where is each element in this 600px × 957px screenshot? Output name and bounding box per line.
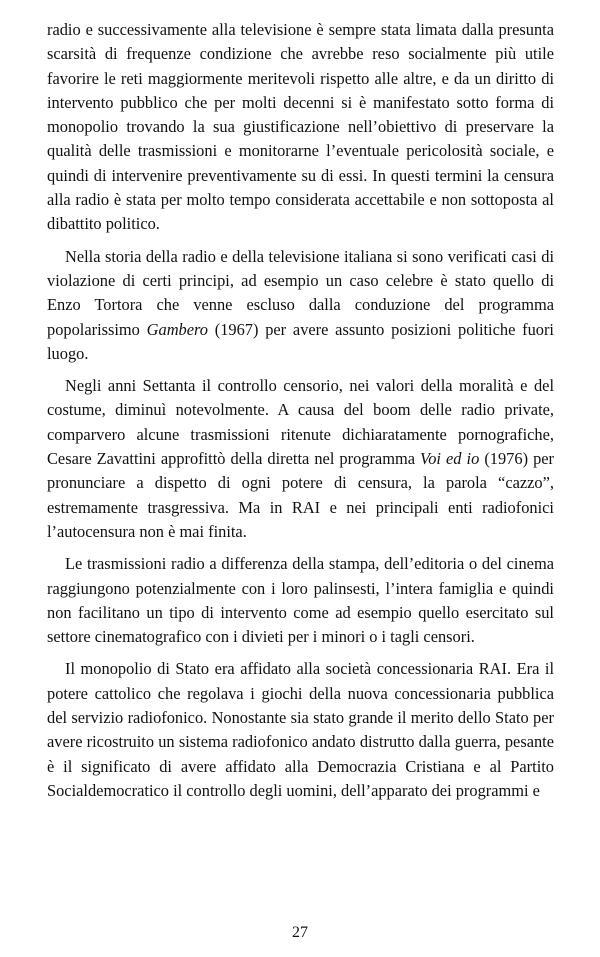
page-body <box>47 18 554 803</box>
paragraph-3-text-b: (1976) per pronunciare a dispetto di ogni potere di censura, la parola “cazzo”, estremamente trasgressiva. Ma in RAI e nei principali enti radiofonici l’autocensura non è mai finita. <box>47 449 555 541</box>
paragraph-2 <box>47 245 554 366</box>
paragraph-3 <box>47 374 554 544</box>
paragraph-5-text: Il monopolio di Stato era affidato alla società concessionaria RAI. Era il potere cattolico che regolava i giochi della nuova concessionaria pubblica del servizio radiofonico. Nonostante sia stato grande il merito dello Stato per avere ricostruito un sistema radiofonico andato distrutto dalla guerra, pesante è il significato di avere affidato alla Democrazia Cristiana e al Partito Socialdemocratico il controllo degli uomini, dell’apparato dei programmi e <box>47 659 554 800</box>
page-number: 27 <box>292 924 308 941</box>
paragraph-2-text-b: (1967) per avere assunto posizioni politiche fuori luogo. <box>47 319 554 363</box>
paragraph-2-text-a: Nella storia della radio e della televisione italiana si sono verificati casi di violazione di certi principi, ad esempio un caso celebre è stato quello di Enzo Tortora che venne escluso dalla conduzione del programma popolarissimo <box>47 246 554 339</box>
paragraph-3-text-a: Negli anni Settanta il controllo censorio, nei valori della moralità e del costume, diminuì notevolmente. A causa del boom delle radio private, comparvero alcune trasmissioni ritenute dichiaratamente pornografiche, Cesare Zavattini approfittò della diretta nel programma <box>47 376 554 469</box>
paragraph-4-text: Le trasmissioni radio a differenza della stampa, dell’editoria o del cinema raggiungono potenzialmente con i loro palinsesti, l’intera famiglia e quindi non facilitano un tipo di intervento come ad esempio quello esercitato sul settore cinematografico con i divieti per i minori o i tagli censori. <box>47 554 554 647</box>
paragraph-5 <box>47 657 554 803</box>
paragraph-1-text: radio e successivamente alla televisione è sempre stata limata dalla presunta scarsità di frequenze condizione che avrebbe reso socialmente più utile favorire le reti maggiormente meritevoli rispetto alle altre, e da un diritto di intervento pubblico che per molti decenni si è manifestato sotto forma di monopolio trovando la sua giustificazione nell’obiettivo di preservare la qualità delle trasmissioni e monitorarne l’eventuale pericolosità sociale, e quindi di intervenire preventivamente su di essi. In questi termini la censura alla radio è stata per molto tempo considerata accettabile e non sottoposta al dibattito politico. <box>47 20 554 234</box>
program-title-gambero: Gambero <box>146 319 208 339</box>
paragraph-4 <box>47 552 554 649</box>
program-title-voi-ed-io: Voi ed io <box>420 449 480 469</box>
paragraph-1 <box>47 18 554 237</box>
